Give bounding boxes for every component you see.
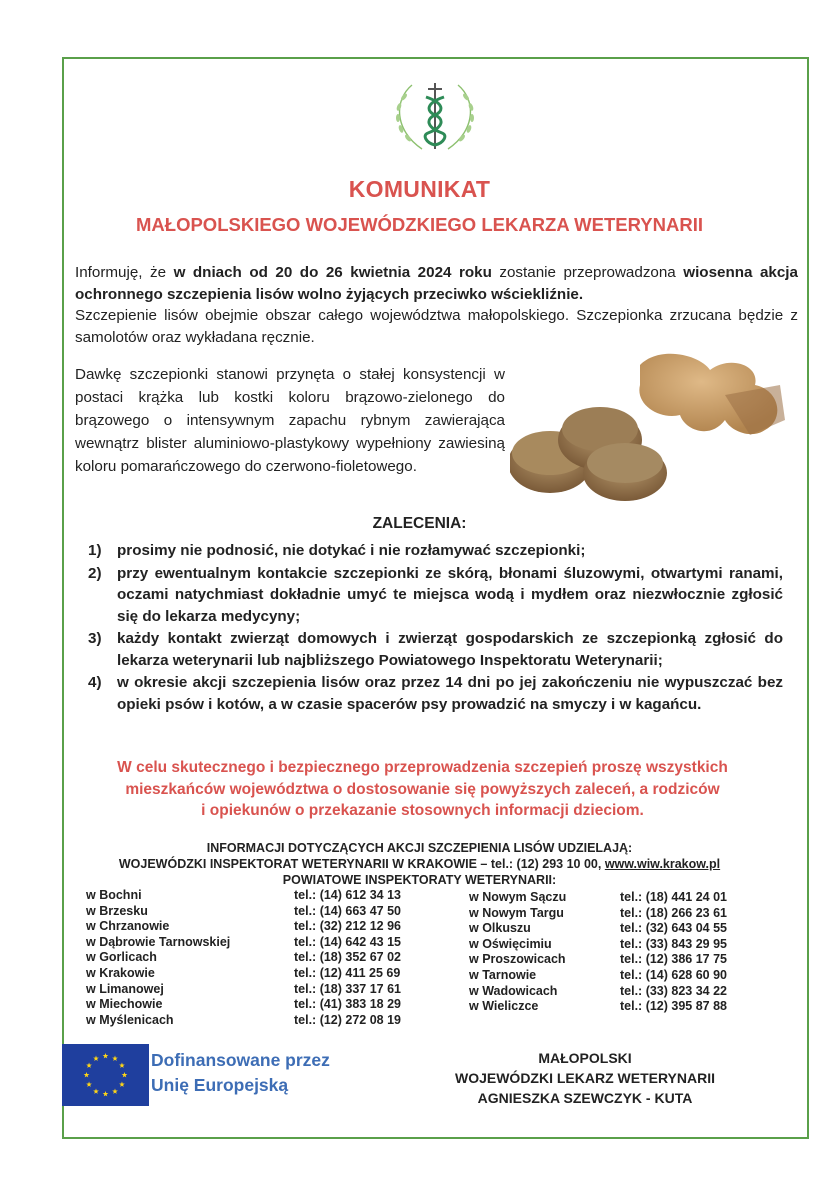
contact-name: w Chrzanowie — [86, 919, 170, 934]
vaccine-bait-image — [510, 345, 795, 505]
contact-row — [469, 890, 760, 906]
contact-name: w Limanowej — [86, 981, 164, 996]
signature-line: AGNIESZKA SZEWCZYK - KUTA — [477, 1090, 693, 1106]
contact-row — [469, 984, 760, 1000]
contact-name: w Nowym Sączu — [469, 890, 567, 904]
contact-row — [469, 952, 760, 968]
piw-heading: POWIATOWE INSPEKTORATY WETERYNARII: — [282, 873, 557, 887]
contact-name: w Proszowicach — [469, 952, 566, 967]
contact-row — [469, 999, 760, 1015]
contact-name: w Myślenicach — [86, 1012, 174, 1027]
contact-phone: tel.: (18) 337 17 61 — [294, 981, 402, 996]
item-text: każdy kontakt zwierząt domowych i zwierząt gospodarskich ze szczepionką zgłosić do lekarza weterynarii lub najbliższego Powiatowego Inspektoratu Weterynarii; — [117, 630, 783, 669]
contact-row — [469, 906, 760, 922]
contacts-left-list — [86, 888, 434, 1028]
intro-dates: w dniach od 20 do 26 kwietnia 2024 roku — [173, 264, 492, 281]
document-title: KOMUNIKAT — [348, 176, 491, 202]
contact-row — [86, 997, 434, 1013]
contact-name: w Tarnowie — [469, 967, 537, 982]
contact-name: w Gorlicach — [86, 950, 157, 965]
wiw-text: WOJEWÓDZKI INSPEKTORAT WETERYNARII W KRAKOWIE – tel.: (12) 293 10 00, — [118, 857, 605, 871]
dose-description: Dawkę szczepionki stanowi przynęta o stałej konsystencji w postaci krążka lub kostki koloru brązowo-zielonego do brązowego o intensywnym zapachu rybnym zawierająca wewnątrz blister aluminiowo-plastykowy wypełniony zawiesiną koloru pomarańczowego do czerwono-fioletowego. — [75, 366, 505, 475]
contact-name: w Krakowie — [86, 965, 155, 980]
contact-phone: tel.: (14) 628 60 90 — [620, 967, 728, 982]
contact-row — [86, 888, 434, 904]
contact-row — [86, 950, 434, 966]
intro-paragraph-1 — [75, 262, 798, 305]
contact-row — [86, 966, 434, 982]
item-number: 1) — [88, 542, 102, 559]
contact-name: w Miechowie — [86, 997, 163, 1012]
contact-phone: tel.: (41) 383 18 29 — [294, 997, 402, 1012]
signature-line: WOJEWÓDZKI LEKARZ WETERYNARII — [454, 1070, 716, 1086]
contact-row — [469, 968, 760, 984]
contact-row — [86, 935, 434, 951]
item-number: 2) — [88, 564, 102, 582]
contact-row — [469, 937, 760, 953]
recommendations-list — [88, 540, 783, 716]
appeal-line: W celu skutecznego i bezpiecznego przeprowadzenia szczepień proszę wszystkich — [117, 759, 728, 776]
wiw-link[interactable]: www.wiw.krakow.pl — [604, 857, 721, 871]
caduceus-laurel-icon — [384, 75, 486, 157]
contact-name: w Nowym Targu — [469, 905, 564, 920]
contact-name: w Wieliczce — [469, 999, 539, 1014]
contact-phone: tel.: (18) 441 24 01 — [620, 890, 728, 904]
eu-line: Dofinansowane przez — [151, 1050, 330, 1070]
signature-block — [435, 1048, 735, 1108]
contact-name: w Brzesku — [86, 903, 148, 918]
contact-row — [86, 919, 434, 935]
contact-row — [86, 982, 434, 998]
contact-name: w Bochni — [86, 888, 142, 902]
contact-phone: tel.: (12) 411 25 69 — [294, 965, 401, 980]
item-text: przy ewentualnym kontakcie szczepionki ze skórą, błonami śluzowymi, otwartymi ranami, oczami natychmiast dokładnie umyć te miejsca wodą i mydłem oraz niezwłocznie zgłosić się do lekarza medycyny; — [117, 564, 783, 625]
intro-paragraph-2: Szczepienie lisów obejmie obszar całego województwa małopolskiego. Szczepionka zrzucana będzie z samolotów oraz wykładana ręcznie. — [75, 307, 798, 346]
item-text: w okresie akcji szczepienia lisów oraz przez 14 dni po jej zakończeniu nie wypuszczać bez opieki psów i kotów, a w czasie spacerów psy prowadzić na smyczy i w kagańcu. — [117, 674, 783, 713]
eu-flag-icon — [62, 1044, 149, 1106]
appeal-line: i opiekunów o przekazanie stosownych informacji dzieciom. — [201, 802, 644, 819]
intro-text: zostanie przeprowadzona — [491, 264, 684, 281]
contact-name: w Olkuszu — [469, 921, 531, 936]
contact-phone: tel.: (14) 663 47 50 — [294, 903, 402, 918]
appeal-line: mieszkańców województwa o dostosowanie się powyższych zaleceń, a rodziców — [125, 780, 720, 798]
recommendations-heading: ZALECENIA: — [372, 515, 467, 532]
contact-row — [86, 1013, 434, 1029]
info-heading: INFORMACJI DOTYCZĄCYCH AKCJI SZCZEPIENIA LISÓW UDZIELAJĄ: — [206, 841, 633, 855]
list-item — [88, 672, 783, 715]
contact-phone: tel.: (12) 395 87 88 — [620, 999, 728, 1014]
contact-phone: tel.: (33) 823 34 22 — [620, 983, 728, 998]
intro-section — [75, 262, 798, 348]
contacts-right-list — [469, 890, 760, 1015]
contact-phone: tel.: (14) 642 43 15 — [294, 934, 402, 949]
contact-phone: tel.: (18) 352 67 02 — [294, 950, 402, 965]
contact-phone: tel.: (18) 266 23 61 — [620, 905, 728, 920]
eu-funding-text — [151, 1048, 330, 1098]
contact-phone: tel.: (32) 212 12 96 — [294, 919, 402, 934]
item-number: 3) — [88, 630, 102, 647]
appeal-text — [90, 757, 755, 822]
item-text: prosimy nie podnosić, nie dotykać i nie rozłamywać szczepionki; — [117, 542, 586, 559]
contact-phone: tel.: (12) 386 17 75 — [620, 952, 728, 967]
contact-phone: tel.: (32) 643 04 55 — [620, 921, 728, 936]
list-item — [88, 563, 783, 628]
contact-row — [469, 921, 760, 937]
contact-phone: tel.: (14) 612 34 13 — [294, 888, 402, 902]
signature-line: MAŁOPOLSKI — [538, 1050, 632, 1066]
item-number: 4) — [88, 674, 102, 691]
list-item — [88, 540, 783, 562]
contact-phone: tel.: (33) 843 29 95 — [620, 936, 728, 951]
document-subtitle: MAŁOPOLSKIEGO WOJEWÓDZKIEGO LEKARZA WETERYNARII — [136, 214, 703, 235]
wiw-contact — [0, 856, 839, 872]
contact-name: w Dąbrowie Tarnowskiej — [86, 934, 231, 949]
contact-name: w Wadowicach — [469, 983, 558, 998]
intro-text: Informuję, że — [75, 264, 174, 281]
contact-name: w Oświęcimiu — [469, 936, 552, 951]
list-item — [88, 628, 783, 671]
intro-action: wiosenna akcja ochronnego szczepienia lisów wolno żyjących przeciwko wściekliźnie. — [75, 264, 798, 303]
eu-line: Unię Europejską — [151, 1075, 289, 1095]
contact-phone: tel.: (12) 272 08 19 — [294, 1012, 402, 1027]
contact-row — [86, 904, 434, 920]
